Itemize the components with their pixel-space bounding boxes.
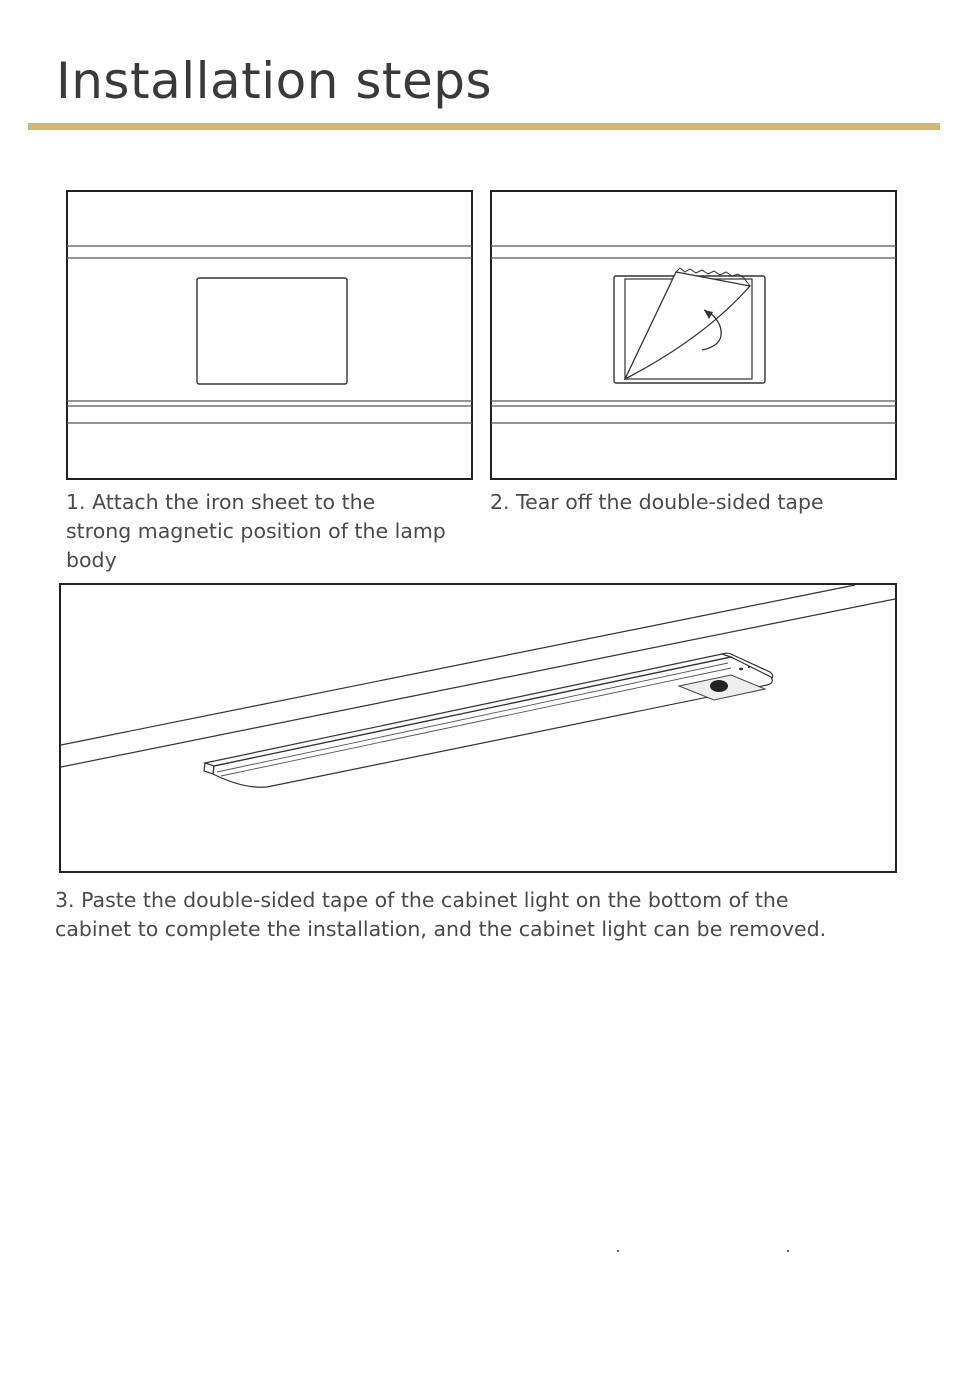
step2-caption: 2. Tear off the double-sided tape	[490, 490, 824, 514]
stray-mark	[787, 1250, 789, 1252]
cabinet-light-bar	[204, 653, 773, 787]
step1-illustration	[66, 190, 473, 480]
peeling-tape	[625, 272, 750, 379]
step3-illustration	[59, 583, 897, 873]
step1-caption: 1. Attach the iron sheet to the strong magnetic position of the lamp body	[66, 490, 446, 572]
step2-illustration	[490, 190, 897, 480]
iron-sheet	[197, 278, 347, 384]
sensor-icon	[710, 680, 728, 692]
title-underline	[28, 123, 940, 130]
page-title: Installation steps	[56, 52, 493, 110]
stray-mark	[617, 1250, 619, 1252]
step3-caption: 3. Paste the double-sided tape of the cabinet light on the bottom of the cabinet to complete the installation, and the cabinet light can be removed.	[55, 888, 827, 941]
